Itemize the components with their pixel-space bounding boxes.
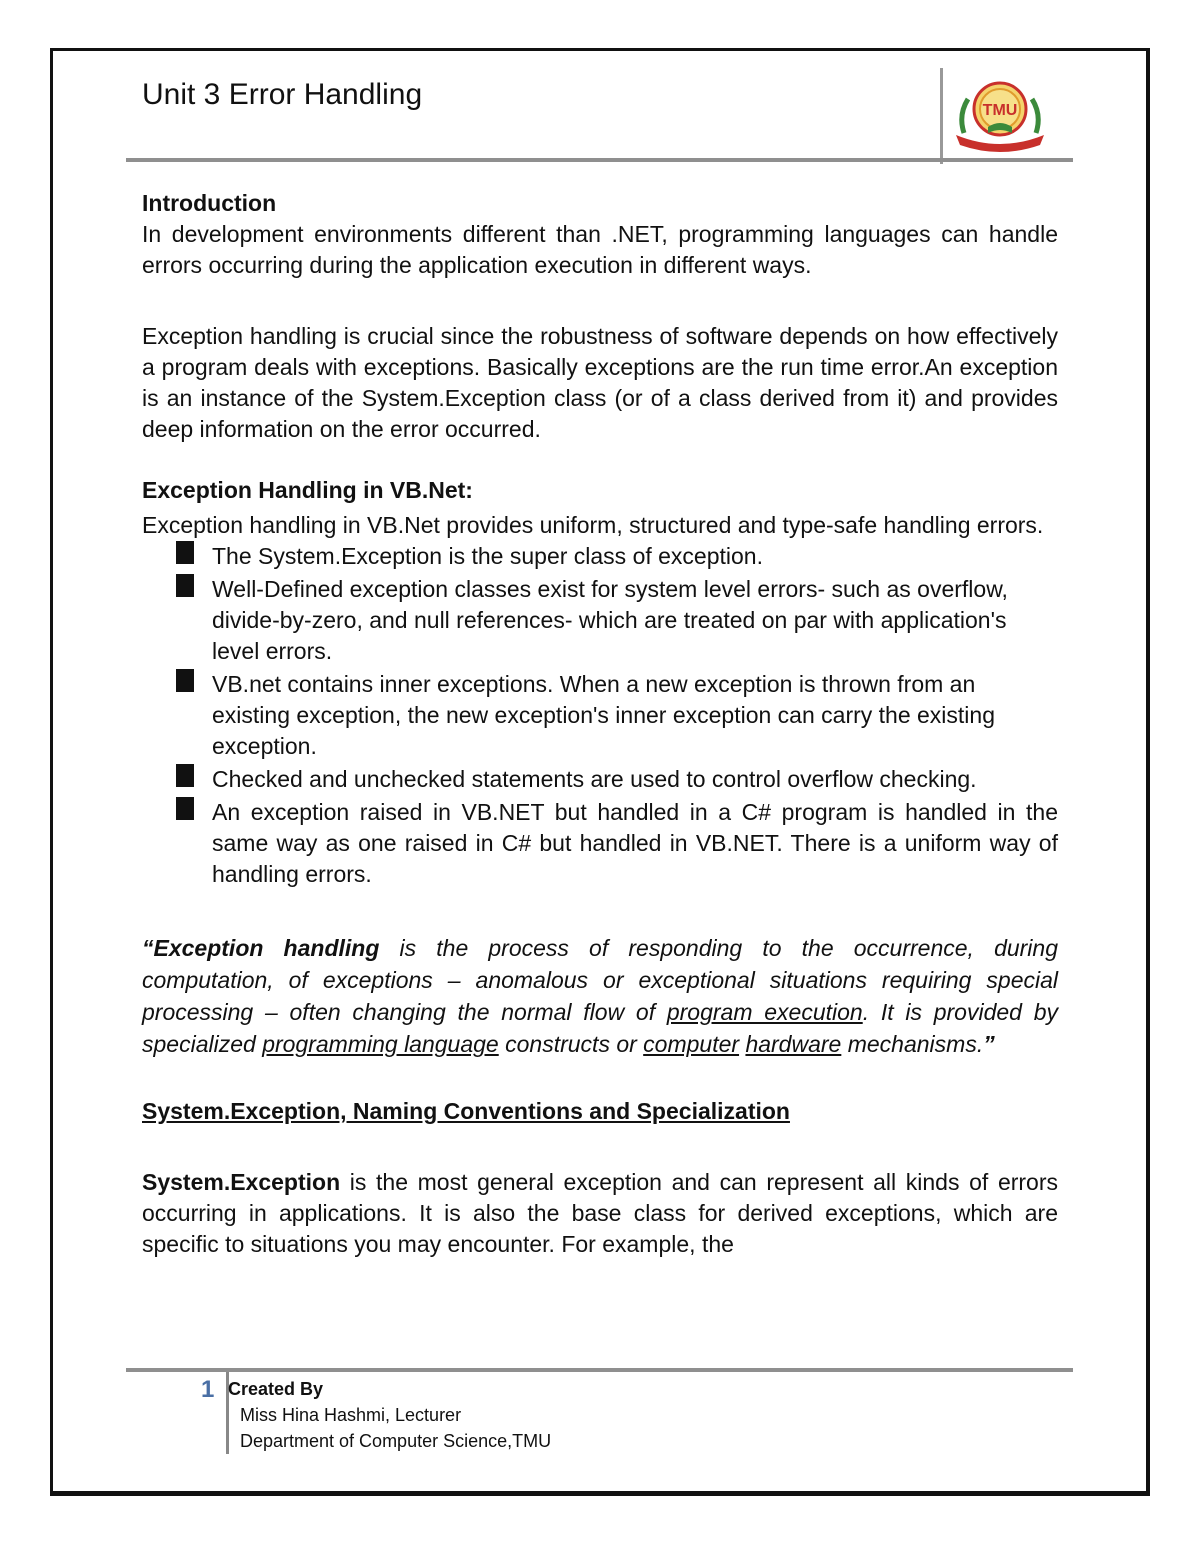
list-item <box>176 574 1058 667</box>
section2-paragraph: System.Exception is the most general exception and can represent all kinds of errors occurring in applications. It is also the base class for derived exceptions, which are specific to situations you may encounter. For example, the <box>142 1169 1058 1257</box>
section2-lead: System.Exception <box>142 1169 341 1195</box>
program-execution-link[interactable]: program execution <box>666 999 863 1025</box>
computer-link[interactable]: computer <box>643 1031 740 1057</box>
vbnet-bullet-list <box>142 541 1058 890</box>
hardware-link[interactable]: hardware <box>745 1031 842 1057</box>
page-number: 1 <box>201 1376 215 1403</box>
programming-language-link[interactable]: programming language <box>262 1031 499 1057</box>
list-item <box>176 541 1058 572</box>
footer-credits <box>228 1376 551 1454</box>
bullet-text: An exception raised in VB.NET but handled in a C# program is handled in the same way as one raised in C# but handled in VB.NET. There is a uniform way of handling errors. <box>212 799 1058 887</box>
list-item <box>176 797 1058 890</box>
quote-close-mark: ” <box>983 1031 995 1057</box>
department-name: Department of Computer Science,TMU <box>240 1431 552 1451</box>
intro-heading: Introduction <box>142 190 277 216</box>
bullet-text: VB.net contains inner exceptions. When a new exception is thrown from an existing exception, the new exception's inner exception can carry the existing exception. <box>212 671 995 759</box>
created-by-label: Created By <box>228 1379 324 1399</box>
vbnet-heading: Exception Handling in VB.Net: <box>142 477 473 503</box>
quote-term: Exception handling <box>153 935 380 961</box>
square-bullet-icon <box>176 764 194 787</box>
bullet-text: Checked and unchecked statements are used to control overflow checking. <box>212 766 977 792</box>
intro-paragraph-2: Exception handling is crucial since the robustness of software depends on how effectively a program deals with exceptions. Basically exceptions are the run time error.An exception is an instance of the System.Exception class (or of a class derived from it) and provides deep information on the error occurred. <box>142 323 1058 442</box>
page-title: Unit 3 Error Handling <box>142 78 423 111</box>
square-bullet-icon <box>176 541 194 564</box>
definition-quote: “Exception handling is the process of responding to the occurrence, during computation, of exceptions – anomalous or exceptional situations requiring special processing – often changing the normal flow of program execution. It is provided by specialized programming language constructs or computer hardware mechanisms.” <box>142 935 1059 1057</box>
document-body <box>142 188 1058 1260</box>
author-name: Miss Hina Hashmi, Lecturer <box>240 1405 462 1425</box>
square-bullet-icon <box>176 797 194 820</box>
vbnet-intro: Exception handling in VB.Net provides uniform, structured and type-safe handling errors. <box>142 512 1044 538</box>
footer-rule <box>126 1368 1073 1372</box>
intro-paragraph-1: In development environments different than .NET, programming languages can handle errors occurring during the application execution in different ways. <box>142 221 1058 278</box>
list-item <box>176 764 1058 795</box>
square-bullet-icon <box>176 574 194 597</box>
header-rule <box>126 158 1073 162</box>
bullet-text: The System.Exception is the super class of exception. <box>212 543 763 569</box>
logo-text: TMU <box>982 102 1018 119</box>
header-divider <box>940 68 943 164</box>
bullet-text: Well-Defined exception classes exist for system level errors- such as overflow, divide-by-zero, and null references- which are treated on par with application's level errors. <box>212 576 1008 664</box>
tmu-logo <box>950 75 1050 155</box>
quote-open-mark: “ <box>142 935 154 961</box>
section2-heading: System.Exception, Naming Conventions and Specialization <box>142 1098 790 1124</box>
list-item <box>176 669 1058 762</box>
square-bullet-icon <box>176 669 194 692</box>
